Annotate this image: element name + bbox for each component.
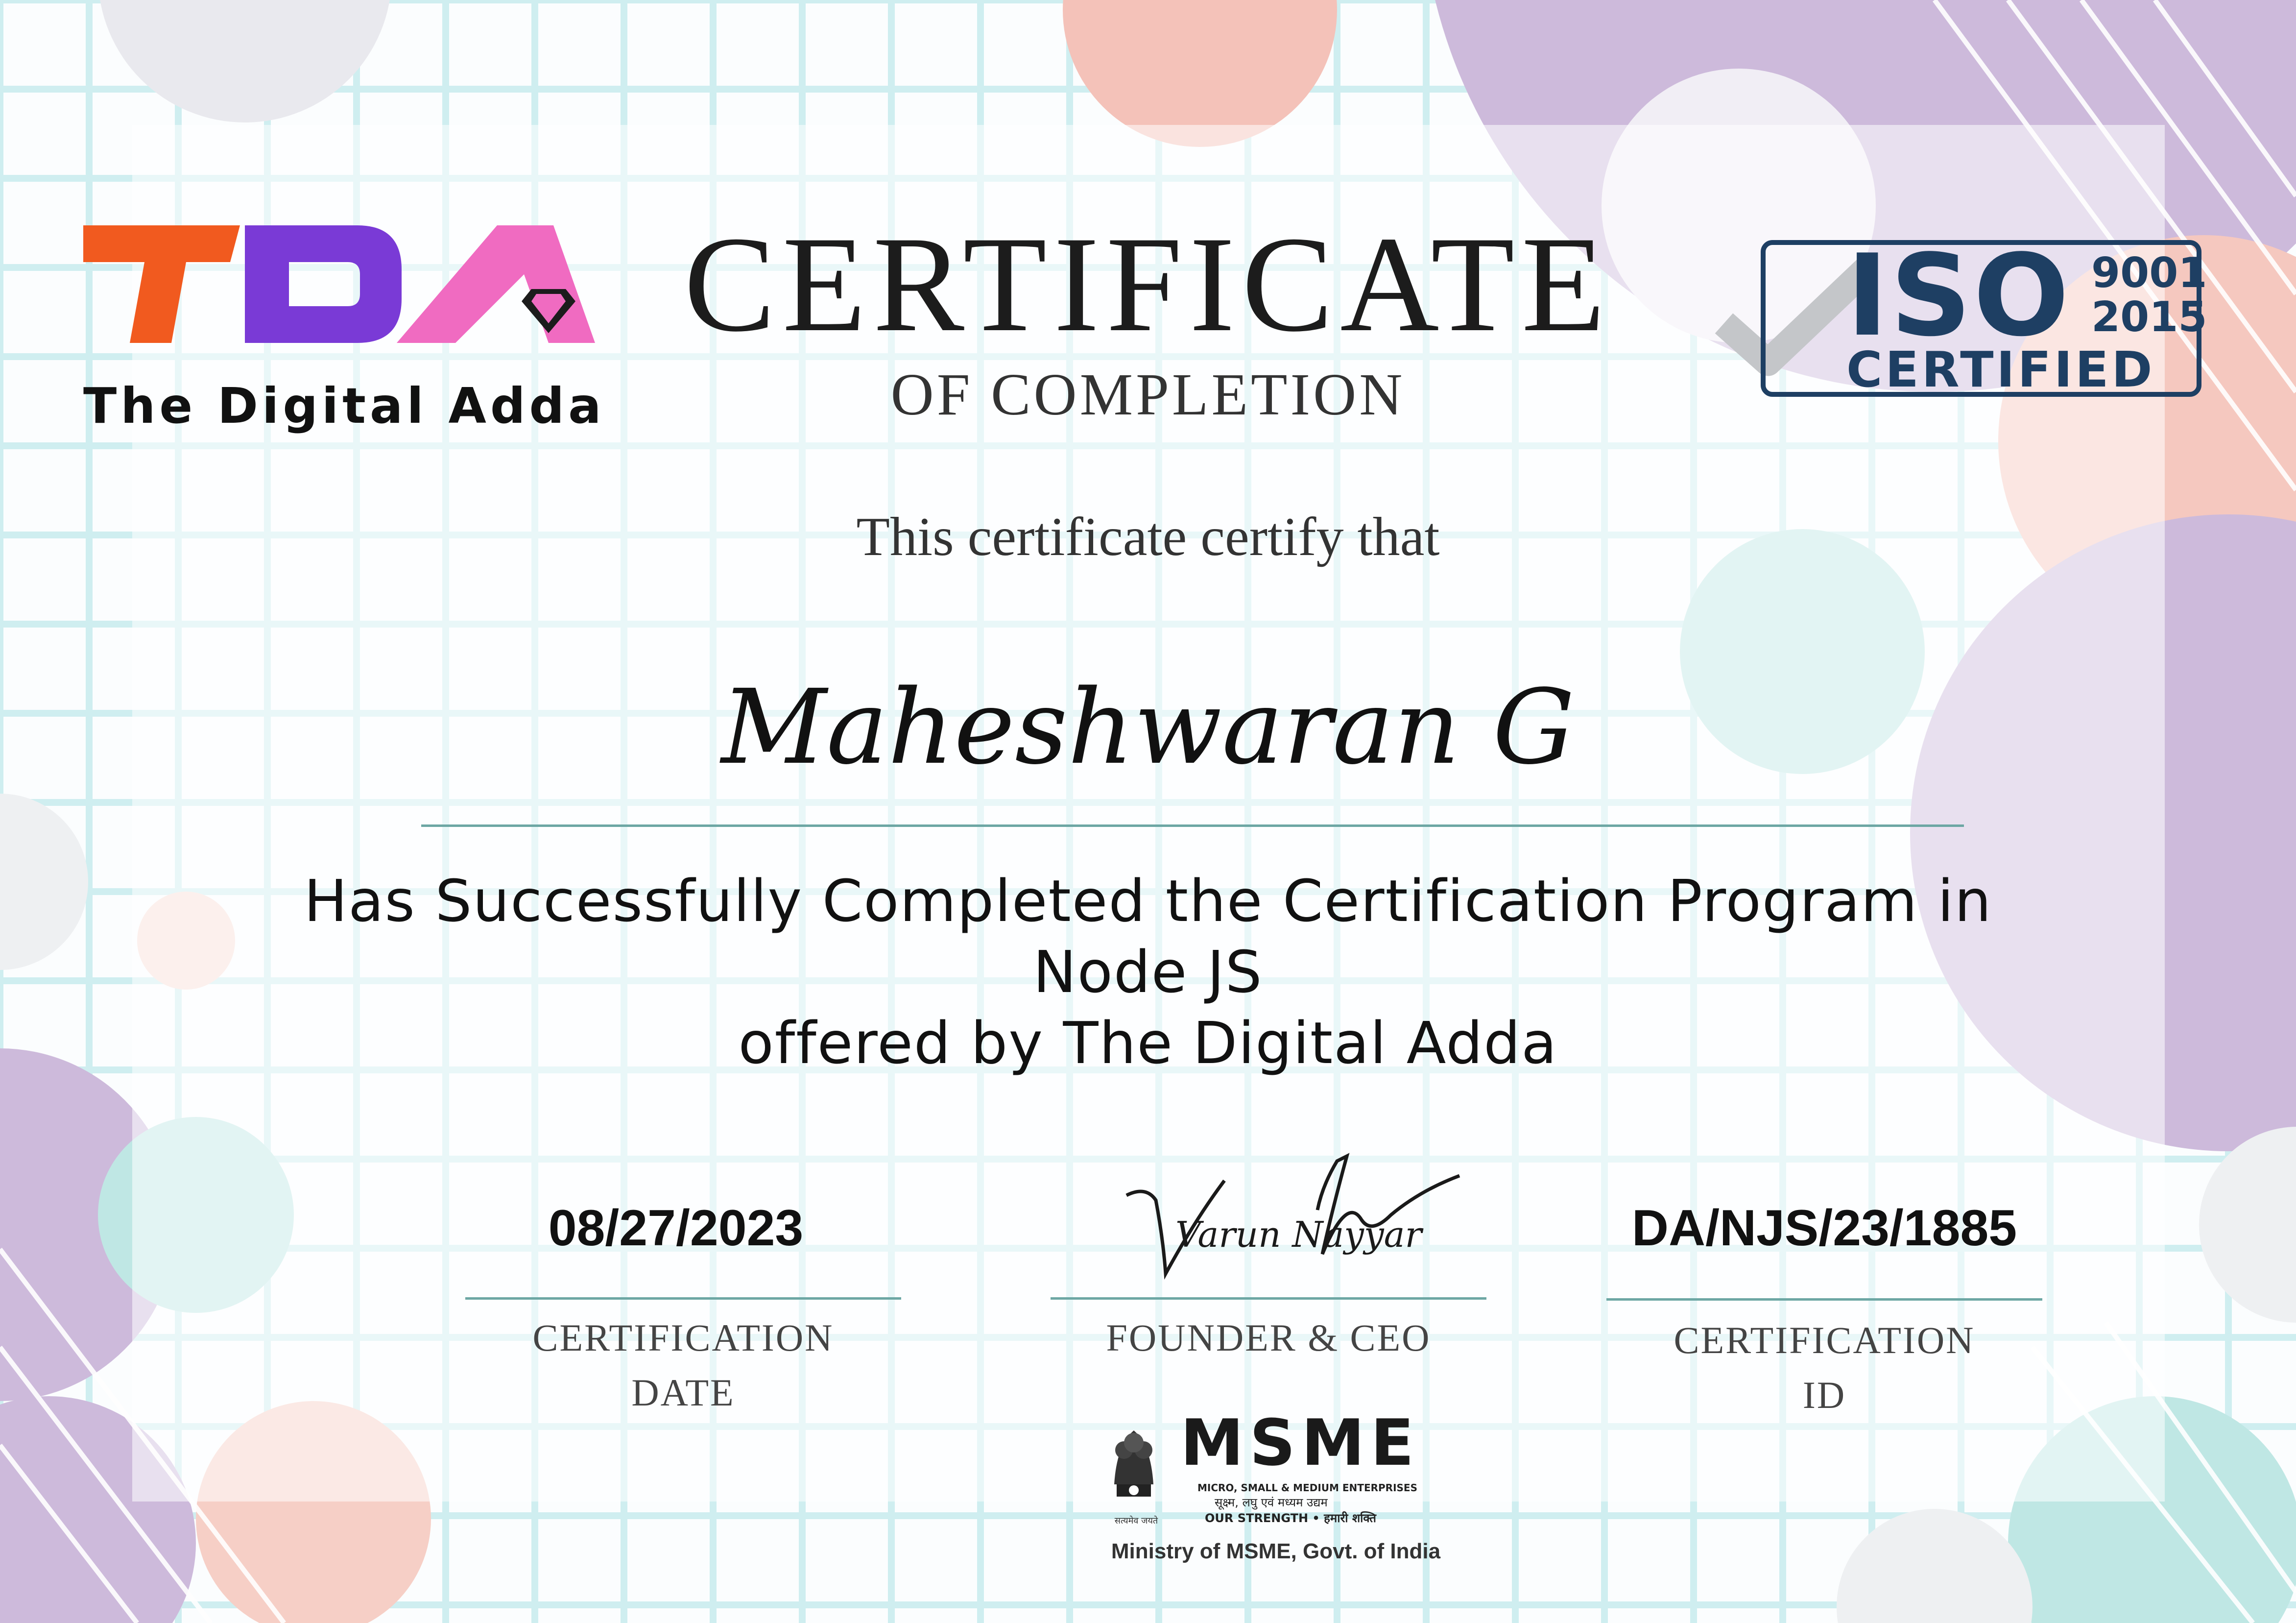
completion-statement: Has Successfully Completed the Certification Program in bbox=[304, 867, 1992, 935]
iso-certified-badge bbox=[1714, 230, 2214, 416]
certification-id-label bbox=[1572, 1313, 2077, 1423]
ministry-label: Ministry of MSME, Govt. of India bbox=[1111, 1539, 1441, 1563]
certificate-subtitle: OF COMPLETION bbox=[890, 362, 1406, 428]
iso-text: ISO bbox=[1846, 231, 2071, 362]
founder-signature bbox=[1117, 1141, 1469, 1288]
iso-standard-number: 9001 bbox=[2091, 249, 2207, 297]
iso-certified-word: CERTIFIED bbox=[1846, 341, 2155, 398]
date-label-line1: CERTIFICATION bbox=[532, 1316, 834, 1359]
certification-date-label bbox=[431, 1310, 935, 1420]
certification-id-value: DA/NJS/23/1885 bbox=[1631, 1200, 2017, 1257]
id-label-line2: ID bbox=[1802, 1374, 1846, 1416]
msme-tagline-hi: सूक्ष्म, लघु एवं मध्यम उद्यम bbox=[1215, 1496, 1328, 1509]
recipient-underline bbox=[421, 824, 1964, 827]
course-name: Node JS bbox=[1033, 938, 1263, 1006]
founder-ceo-label: FOUNDER & CEO bbox=[1106, 1316, 1431, 1359]
signature-text: Varun Nayyar bbox=[1175, 1214, 1422, 1255]
date-underline bbox=[465, 1297, 901, 1300]
id-label-line1: CERTIFICATION bbox=[1674, 1319, 1975, 1361]
msme-tagline-en: MICRO, SMALL & MEDIUM ENTERPRISES bbox=[1197, 1482, 1417, 1494]
recipient-name: Maheshwaran G bbox=[721, 667, 1575, 787]
msme-logo bbox=[1097, 1405, 1459, 1577]
msme-emblem-caption: सत्यमेव जयते bbox=[1114, 1516, 1158, 1526]
tda-logo-name: The Digital Adda bbox=[83, 377, 605, 435]
certificate-title: CERTIFICATE bbox=[684, 208, 1612, 360]
id-underline bbox=[1606, 1298, 2042, 1301]
signature-underline bbox=[1051, 1297, 1486, 1300]
date-label-line2: DATE bbox=[631, 1371, 735, 1414]
offered-by: offered by The Digital Adda bbox=[738, 1009, 1558, 1077]
iso-standard-year: 2015 bbox=[2091, 293, 2207, 341]
certification-date-value: 08/27/2023 bbox=[548, 1200, 804, 1257]
msme-strength: OUR STRENGTH • हमारी शक्ति bbox=[1205, 1511, 1376, 1525]
certify-statement: This certificate certify that bbox=[856, 507, 1440, 567]
msme-wordmark: MSME bbox=[1180, 1405, 1420, 1480]
national-emblem-icon bbox=[1102, 1416, 1166, 1509]
